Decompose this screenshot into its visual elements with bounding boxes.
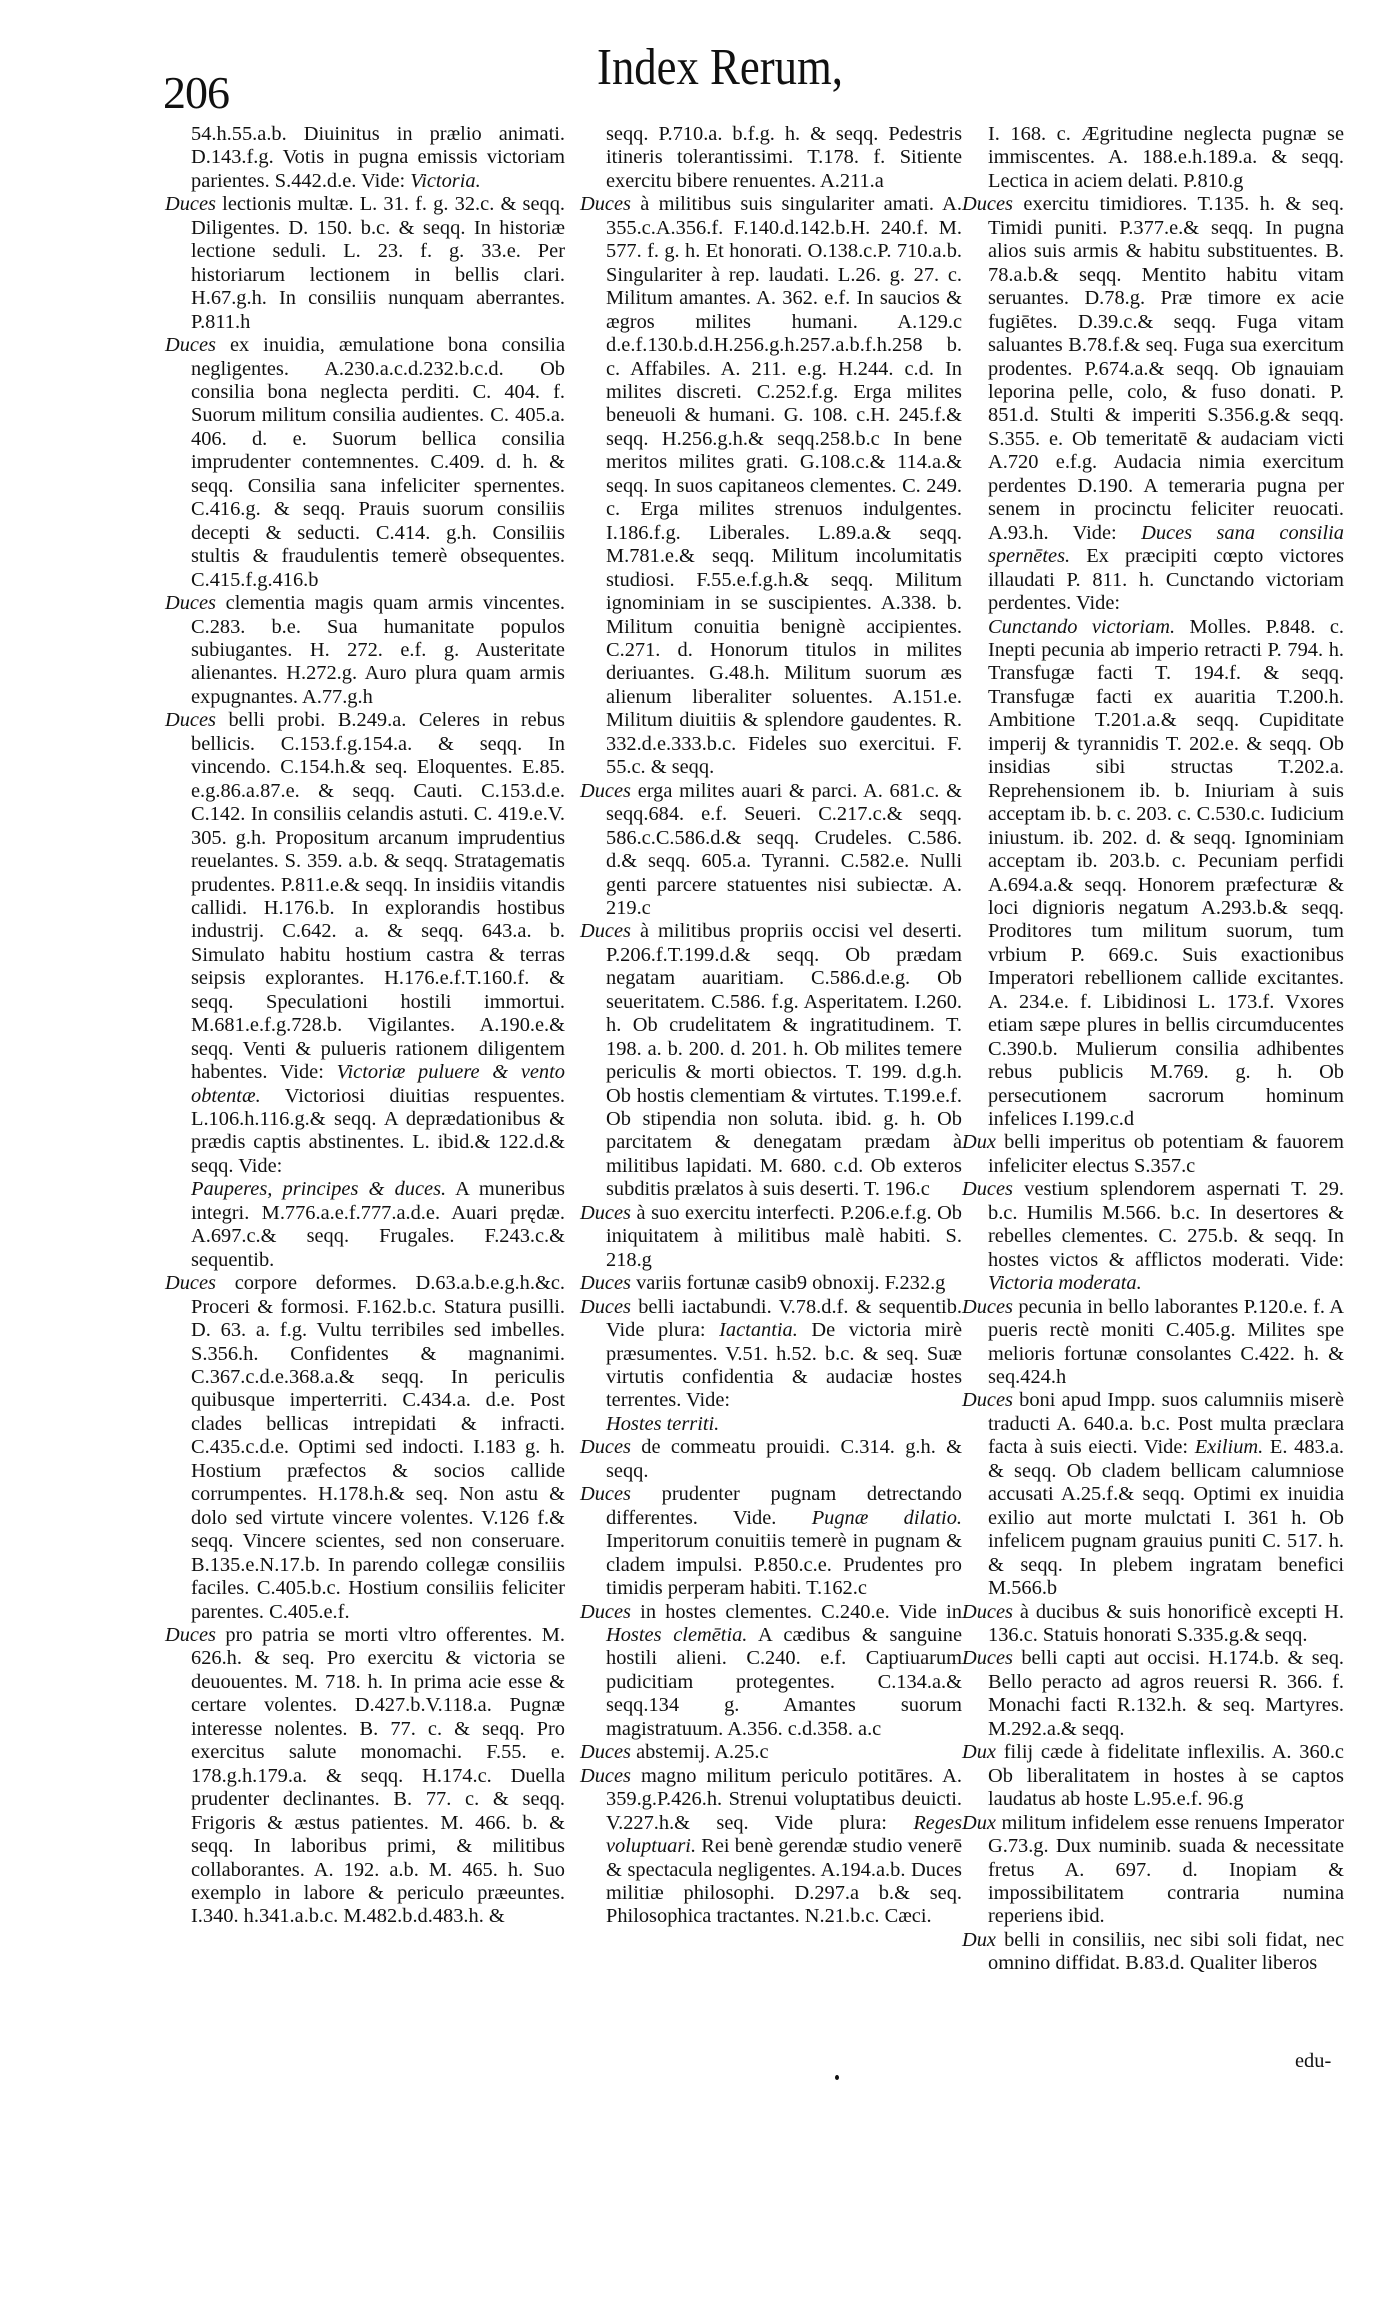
- entry-text: 54.h.55.a.b. Diuinitus in prælio animati. D.143.f.g. Votis in pugna emissis victoriam parientes. S.442.d.e. Vide:: [191, 123, 565, 192]
- entry-text: I. 168. c. Ægritudine neglecta pugnæ se immiscentes. A. 188.e.h.189.a. & seqq. Lectica in aciem delati. P.810.g: [988, 123, 1344, 192]
- entry-heading: Duces: [165, 1624, 216, 1646]
- index-entry: [962, 193, 1344, 615]
- index-entry: [165, 123, 565, 193]
- index-entry: [962, 1389, 1344, 1600]
- cross-reference: Pugnæ dilatio.: [811, 1506, 962, 1529]
- entry-heading: Duces: [580, 1483, 631, 1506]
- entry-text: corpore deformes. D.63.a.b.e.g.h.&c. Proceri & formosi. F.162.b.c. Statura pusilli. D. 63. a. f.g. Vultu terribiles sed imbelles. S.356.h. Confidentes & magnanimi. C.367.c.d.e.368.a.& seqq. In periculis quibusque imperterriti. C.434.a. d.e. Post clades bellicas intrepidati & infracti. C.435.c.d.e. Optimi sed indocti. I.183 g. h. Hostium præfectos & socios callide corrumpentes. H.178.h.& seq. Non astu & dolo sed virtute vincere volentes. V.126 f.& seqq. Vincere scientes, sed non conseruare. B.135.e.N.17.b. In parendo collegæ consiliis faciles. C.405.b.c. Hostium consiliis feliciter parentes. C.405.e.f.: [191, 1272, 565, 1623]
- entry-text: in hostes clementes. C.240.e. Vide in: [630, 1600, 962, 1623]
- index-entry: [580, 123, 962, 193]
- entry-text: E. 483.a. & seqq. Ob cladem bellicam calumniose accusati A.25.f.& seqq. Optimi ex inuidia exilio aut morte mulctati I. 361 h. Ob infelicem pugnam grauius puniti C. 517. h. & seqq. In plebem ingratam benefici M.566.b: [988, 1436, 1344, 1600]
- index-column-3: [962, 123, 1344, 1976]
- entry-text: Molles. P.848. c. Inepti pecunia ab imperio retracti P. 794. h. Transfugæ facti T. 194.f. & seqq. Transfugæ facti ex auaritia T.200.h. Ambitione T.201.a.& seqq. Cupiditate imperij & tyrannidis T. 202.e. & seqq. Ob insidias sibi structas T.202.a. Reprehensionem ib. b. Iniuriam à suis acceptam ib. b. c. 203. c. C.530.c. Iudicium iniustum. ib. 202. d. & seqq. Ignominiam acceptam ib. 203.b. c. Pecuniam perfidi A.694.a.& seqq. Honorem præfecturæ & loci dignioris negatum A.293.b.& seqq. Proditores tum militum suorum, tum vrbium P. 669.c. Suis exactionibus Imperatori rebellionem callide excitantes. A. 234.e. f. Libidinosi L. 173.f. Vxores etiam sæpe plures in bellis circumducentes C.390.b. Mulierum consilia adhibentes rebus publicis M.769. g. h. Ob persecutionem sacrorum hominum infelices I.199.c.d: [988, 615, 1344, 1131]
- ink-speck: [835, 2075, 839, 2080]
- entry-heading: Duces: [580, 1741, 631, 1764]
- entry-text: De victoria mirè præsumentes. V.51. h.52. b.c. & seq. Suæ virtutis confidentia & audaciæ hostes terrentes. Vide:: [606, 1319, 962, 1412]
- page-number: 206: [163, 67, 229, 118]
- entry-text: Victoriosi diuitias respuentes. L.106.h.116.g.& seqq. A deprædationibus & prædis captis abstinentes. L. ibid.& 122.d.& seqq. Vide:: [191, 1084, 565, 1177]
- entry-text: ex inuidia, æmulatione bona consilia negligentes. A.230.a.c.d.232.b.c.d. Ob consilia bona neglecta perditi. C. 404. f. Suorum militum consilia audientes. C. 405.a. 406. d. e. Suorum bellica consilia imprudenter contemnentes. C.409. d. h. & seqq. Consilia sana infeliciter spernentes. C.416.g. & seqq. Prauis suorum consiliis decepti & seducti. C.414. g.h. Consiliis stultis & fraudulentis temerè obsequentes. C.415.f.g.416.b: [191, 334, 565, 591]
- index-entry: [165, 592, 565, 709]
- entry-text: Ex præcipiti cœpto victores illaudati P. 811. h. Cunctando victoriam perdentes. Vide:: [988, 545, 1344, 615]
- entry-text: pecunia in bello laborantes P.120.e. f. A pueris rectè moniti C.405.g. Milites spe melioris fortunæ consolantes C.422. h. & seq.424.h: [988, 1295, 1344, 1389]
- cross-reference: Cunctando victoriam.: [988, 615, 1176, 638]
- index-entry: [962, 123, 1344, 193]
- index-entry: [962, 1131, 1344, 1178]
- cross-reference: Hostes clemētia.: [606, 1624, 748, 1646]
- entry-text: boni apud Impp. suos calumniis miserè traducti A. 640.a. b.c. Post multa præclara facta à suis eiecti. Vide:: [988, 1389, 1344, 1459]
- cross-reference: Victoria.: [410, 169, 481, 192]
- entry-heading: Duces: [165, 709, 216, 732]
- entry-heading: Dux: [962, 1741, 996, 1764]
- entry-text: prudenter pugnam detrectando differentes. Vide.: [606, 1483, 962, 1529]
- entry-text: A muneribus integri. M.776.a.e.f.777.a.d.e. Auari prędæ. A.697.c.& seqq. Frugales. F.243.c.& sequentib.: [191, 1178, 565, 1271]
- index-entry: [580, 780, 962, 921]
- entry-text: à militibus propriis occisi vel deserti. P.206.f.T.199.d.& seqq. Ob prædam negatam auaritiam. C.586.d.e.g. Ob seueritatem. C.586. f.g. Asperitatem. I.260. h. Ob crudelitatem & ingratitudinem. T. 198. a. b. 200. d. 201. h. Ob milites temere periculis & morti obiectos. T. 199. d.g.h. Ob hostis clementiam & virtutes. T.199.e.f. Ob stipendia non soluta. ibid. g. h. Ob parcitatem & denegatam prædam à militibus lapidati. M. 680. c.d. Ob exteros subditis prælatos à suis deserti. T. 196.c: [606, 920, 962, 1201]
- cross-reference: Pauperes, principes & duces.: [191, 1178, 447, 1201]
- entry-text: à suo exercitu interfecti. P.206.e.f.g. Ob iniquitatem à militibus malè habiti. S. 218.g: [606, 1201, 962, 1271]
- entry-text: Rei benè gerendæ studio venerē & spectacula negligentes. A.194.a.b. Duces militiæ philosophi. D.297.a b.& seq. Philosophica tractantes. N.21.b.c. Cæci.: [606, 1835, 962, 1928]
- entry-text: seqq. P.710.a. b.f.g. h. & seqq. Pedestris itineris tolerantissimi. T.178. f. Sitiente exercitu bibere renuentes. A.211.a: [606, 123, 962, 192]
- index-entry: [580, 1272, 962, 1295]
- catchword: edu-: [1295, 2050, 1332, 2072]
- index-entry: [962, 616, 1344, 1132]
- entry-heading: Duces: [580, 1272, 631, 1295]
- cross-reference: Victoria moderata.: [988, 1272, 1142, 1295]
- entry-text: pro patria se morti vltro offerentes. M. 626.h. & seq. Pro exercitu & victoria se deuouentes. M. 718. h. In prima acie esse & certare volentes. D.427.b.V.118.a. Pugnæ interesse nolentes. B. 77. c. & seqq. Pro exercitus salute monomachi. F.55. e. 178.g.h.179.a. & seqq. H.174.c. Duella prudenter declinantes. B. 77. c. & seqq. Frigoris & æstus patientes. M. 466. b. & seqq. In laboribus primi, & militibus collaborantes. A. 192. a.b. M. 465. h. Suo exemplo in labore & periculo præeuntes. I.340. h.341.a.b.c. M.482.b.d.483.h. &: [191, 1624, 565, 1928]
- index-entry: [165, 1178, 565, 1272]
- index-entry: [165, 1624, 565, 1929]
- entry-heading: Duces: [962, 1389, 1013, 1412]
- entry-heading: Duces: [580, 779, 631, 802]
- index-entry: [580, 1741, 962, 1764]
- entry-text: clementia magis quam armis vincentes. C.283. b.e. Sua humanitate populos subiugantes. H. 272. e.f. g. Austeritate alienantes. H.272.g. Auro plura quam armis expugnantes. A.77.g.h: [191, 592, 565, 708]
- index-entry: [580, 1765, 962, 1929]
- entry-text: militum infidelem esse renuens Imperator G.73.g. Dux numinib. suada & necessitate fretus A. 697. d. Inopiam & impossibilitatem contraria numina reperiens ibid.: [988, 1811, 1344, 1928]
- index-entry: [165, 709, 565, 1178]
- entry-text: de commeatu prouidi. C.314. g.h. & seqq.: [606, 1436, 962, 1482]
- cross-reference: Iactantia.: [719, 1319, 798, 1342]
- index-entry: [580, 1202, 962, 1272]
- cross-reference: Duces sana consilia spernētes.: [988, 521, 1344, 568]
- index-entry: [962, 1812, 1344, 1929]
- entry-text: à militibus suis singulariter amati. A. 355.c.A.356.f. F.140.d.142.b.H. 240.f. M. 577. f. g. h. Et honorati. O.138.c.P. 710.a.b. Singulariter à rep. laudati. L.26. g. 27. c. Militum amantes. A. 362. e.f. In saucios & ægros milites humani. A.129.c d.e.f.130.b.d.H.256.g.h.257.a.b.f.h.258 b. c. Affabiles. A. 211. e.g. H.244. c.d. In milites discreti. C.252.f.g. Erga milites beneuoli & humani. G. 108. c.H. 245.f.& seqq. H.256.g.h.& seqq.258.b.c In bene meritos milites grati. G.108.c.& 114.a.& seqq. In suos capitaneos clementes. C. 249. c. Erga milites strenuos indulgentes. I.186.f.g. Liberales. L.89.a.& seqq. M.781.e.& seqq. Militum incolumitatis studiosi. F.55.e.f.g.h.& seqq. Militum ignominiam in se suscipientes. A.338. b. Militum conuitia benignè accipientes. C.271. d. Honorum titulos in milites deriuantes. G.48.h. Militum suorum æs alienum liberaliter soluentes. A.151.e. Militum diuitiis & splendore gaudentes. R. 332.d.e.333.b.c. Fideles suo exercitui. F. 55.c. & seqq.: [606, 193, 962, 779]
- entry-heading: Duces: [580, 1600, 631, 1623]
- entry-text: variis fortunæ casib9 obnoxij. F.232.g: [630, 1272, 946, 1295]
- entry-heading: Dux: [962, 1131, 996, 1154]
- index-entry: [580, 1601, 962, 1742]
- cross-reference: Exilium.: [1194, 1436, 1264, 1459]
- entry-text: belli imperitus ob potentiam & fauorem infeliciter electus S.357.c: [988, 1131, 1344, 1177]
- cross-reference: Reges voluptuari.: [606, 1811, 962, 1858]
- entry-text: magno militum periculo potitāres. A. 359.g.P.426.h. Strenui voluptatibus deuicti. V.227.h.& seq. Vide plura:: [606, 1764, 962, 1834]
- index-entry: [580, 1436, 962, 1483]
- index-entry: [580, 193, 962, 779]
- index-column-1: [165, 123, 565, 1929]
- entry-heading: Duces: [580, 1764, 631, 1787]
- index-entry: [165, 1272, 565, 1624]
- index-entry: [962, 1929, 1344, 1976]
- index-entry: [962, 1647, 1344, 1741]
- index-entry: [962, 1741, 1344, 1811]
- entry-text: erga milites auari & parci. A. 681.c. & seqq.684. e.f. Seueri. C.217.c.& seqq. 586.c.C.586.d.& seqq. Crudeles. C.586. d.& seqq. 605.a. Tyranni. C.582.e. Nulli genti parcere statuentes nisi subiectæ. A. 219.c: [606, 779, 962, 919]
- index-entry: [580, 920, 962, 1201]
- entry-text: belli in consiliis, nec sibi soli fidat, nec omnino diffidat. B.83.d. Qualiter liberos: [988, 1928, 1344, 1975]
- entry-heading: Duces: [580, 1201, 631, 1224]
- index-entry: [962, 1601, 1344, 1648]
- entry-heading: Duces: [962, 1295, 1013, 1318]
- entry-heading: Duces: [580, 1295, 631, 1318]
- entry-heading: Duces: [962, 1178, 1013, 1201]
- cross-reference: Victoriæ puluere & vento obtentæ.: [191, 1061, 565, 1107]
- entry-heading: Duces: [962, 1600, 1013, 1623]
- entry-heading: Duces: [580, 920, 631, 943]
- entry-text: filij cæde à fidelitate inflexilis. A. 360.c Ob liberalitatem in hostes à se captos laudatus ab hoste L.95.e.f. 96.g: [988, 1741, 1344, 1811]
- entry-heading: Duces: [165, 1272, 216, 1295]
- entry-text: lectionis multæ. L. 31. f. g. 32.c. & seqq. Diligentes. D. 150. b.c. & seqq. In historiæ lectione seduli. L. 23. f. g. 33.e. Per historiarum lectionem in bellis clari. H.67.g.h. In consiliis nunquam aberrantes. P.811.h: [191, 193, 565, 333]
- entry-text: Imperitorum conuitiis temerè in pugnam & cladem impulsi. P.850.c.e. Prudentes pro timidis perperam habiti. T.162.c: [606, 1530, 962, 1600]
- index-entry: [580, 1483, 962, 1600]
- entry-text: à ducibus & suis honorificè excepti H. 136.c. Statuis honorati S.335.g.& seqq.: [988, 1600, 1344, 1646]
- index-entry: [962, 1178, 1344, 1295]
- entry-text: A cædibus & sanguine hostili alieni. C.240. e.f. Captiuarum pudicitiam protegentes. C.134.a.& seqq.134 g. Amantes suorum magistratuum. A.356. c.d.358. a.c: [606, 1624, 962, 1740]
- entry-text: belli capti aut occisi. H.174.b. & seq. Bello peracto ad agros reuersi R. 366. f. Monachi facti R.132.h. & seq. Martyres. M.292.a.& seqq.: [988, 1647, 1344, 1740]
- running-title: Index Rerum,: [597, 39, 843, 96]
- entry-heading: Duces: [580, 193, 631, 216]
- index-entry: [580, 1296, 962, 1413]
- entry-heading: Duces: [962, 193, 1013, 216]
- entry-text: belli iactabundi. V.78.d.f. & sequentib. Vide plura:: [606, 1295, 962, 1342]
- entry-text: abstemij. A.25.c: [630, 1741, 769, 1764]
- cross-reference: Hostes territi.: [606, 1412, 720, 1435]
- entry-heading: Dux: [962, 1811, 996, 1834]
- entry-text: exercitu timidiores. T.135. h. & seq. Timidi puniti. P.377.e.& seqq. In pugna alios suis armis & habitu substituentes. B. 78.a.b.& seqq. Mentito habitu vitam seruantes. D.78.g. Præ timore ex acie fugiētes. D.39.c.& seqq. Fuga vitam saluantes B.78.f.& seq. Fuga sua exercitum prodentes. P.674.a.& seqq. Ob ignauiam leporina pelle, colo, & fuso donati. P. 851.d. Stulti & imperiti S.356.g.& seqq. S.355. e. Ob temeritatē & audaciam victi A.720 e.f.g. Audacia nimia exercitum perdentes D.190. A temeraria pugna per senem in procinctu feliciter reuocati. A.93.h. Vide:: [988, 193, 1344, 544]
- entry-heading: Duces: [165, 592, 216, 615]
- entry-heading: Duces: [580, 1436, 631, 1459]
- entry-heading: Duces: [165, 193, 216, 216]
- index-column-2: [580, 123, 962, 1929]
- index-entry: [165, 193, 565, 334]
- entry-text: belli probi. B.249.a. Celeres in rebus bellicis. C.153.f.g.154.a. & seqq. In vincendo. C.154.h.& seq. Eloquentes. E.85. e.g.86.a.87.e. & seqq. Cauti. C.153.d.e. C.142. In consiliis celandis astuti. C. 419.e.V. 305. g.h. Propositum arcanum imprudentius reuelantes. S. 359. a.b. & seqq. Stratagematis prudentes. P.811.e.& seqq. In insidiis vitandis callidi. H.176.b. In explorandis hostibus industrij. C.642. a. & seqq. 643.a. b. Simulato habitu hostium castra & terras seipsis explorantes. H.176.e.f.T.160.f. & seqq. Speculationi hostili immortui. M.681.e.f.g.728.b. Vigilantes. A.190.e.& seqq. Venti & pulueris rationem diligentem habentes. Vide:: [191, 709, 565, 1084]
- entry-text: vestium splendorem aspernati T. 29. b.c. Humilis M.566. b.c. In desertores & rebelles clementes. C. 275.b. & seqq. In hostes victos & afflictos moderati. Vide:: [988, 1178, 1344, 1271]
- index-entry: [580, 1413, 962, 1436]
- index-entry: [962, 1296, 1344, 1390]
- entry-heading: Dux: [962, 1928, 996, 1951]
- entry-heading: Duces: [962, 1647, 1013, 1670]
- index-entry: [165, 334, 565, 592]
- entry-heading: Duces: [165, 334, 216, 357]
